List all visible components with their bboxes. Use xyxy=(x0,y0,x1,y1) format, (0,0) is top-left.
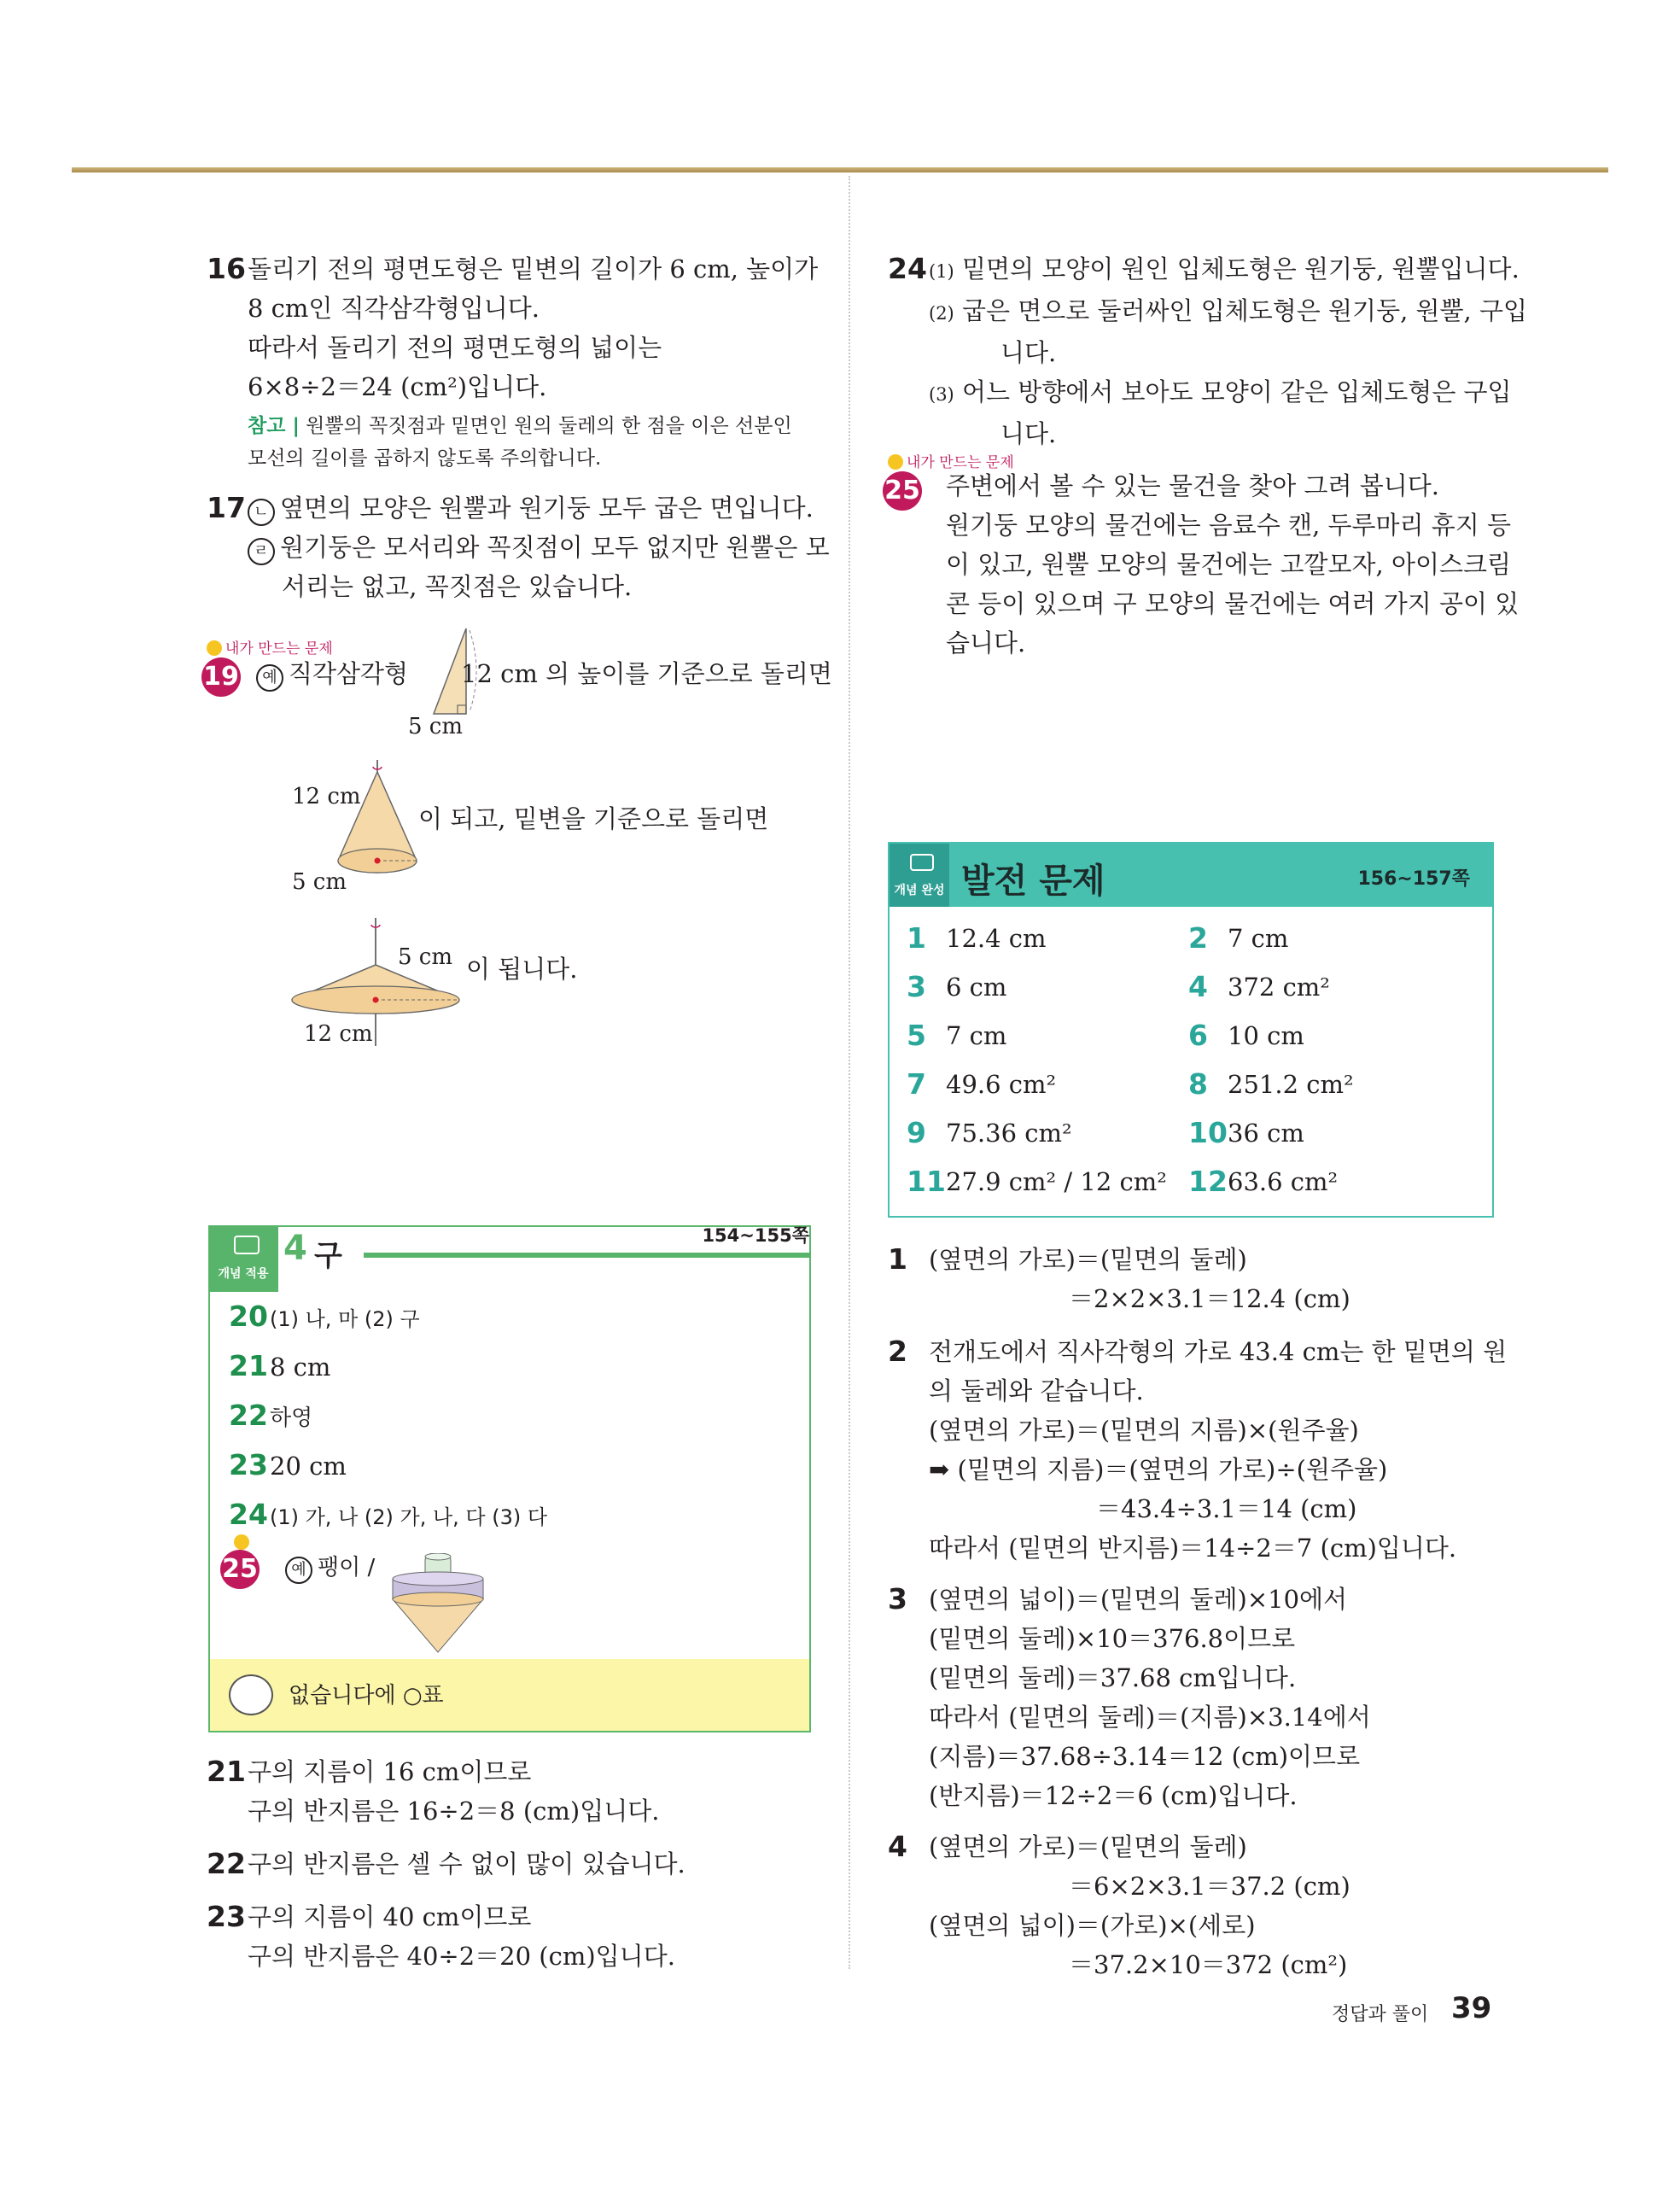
solution-23 xyxy=(207,1897,821,1976)
problem-25-number: 25 xyxy=(883,471,922,511)
smile-icon xyxy=(888,454,903,470)
answer-number: 3 xyxy=(907,970,926,1003)
problem-19-line1 xyxy=(256,654,408,693)
answer-text: 6 cm xyxy=(946,973,1007,1002)
answer-number: 24 xyxy=(229,1498,268,1531)
text-line: 구의 반지름은 40÷2＝20 (cm)입니다. xyxy=(248,1942,675,1971)
answer-text: 63.6 cm² xyxy=(1228,1167,1339,1196)
solution-22 xyxy=(207,1844,821,1884)
item-mark: (3) xyxy=(929,384,954,405)
text-line: ＝37.2×10＝372 (cm²) xyxy=(1069,1950,1348,1979)
header-rule xyxy=(364,1253,811,1258)
answer-text: 하영 xyxy=(270,1405,313,1431)
answer-number: 4 xyxy=(1188,970,1208,1003)
box-footer xyxy=(210,1659,809,1731)
answer-number: 22 xyxy=(229,1399,268,1432)
text-line: 니다. xyxy=(1000,419,1057,448)
triangle-base-label: 5 cm xyxy=(408,714,464,739)
text-line: 구의 지름이 16 cm이므로 xyxy=(248,1757,532,1786)
text-line: (옆면의 가로)＝(밑면의 둘레) xyxy=(929,1245,1247,1274)
text-line: 구의 반지름은 16÷2＝8 (cm)입니다. xyxy=(248,1797,660,1826)
text-line: (밑면의 둘레)×10＝376.8이므로 xyxy=(929,1624,1296,1653)
answer-text: (1) 나, 마 (2) 구 xyxy=(270,1307,420,1331)
text-line: (반지름)＝12÷2＝6 (cm)입니다. xyxy=(929,1781,1298,1810)
answer-number: 6 xyxy=(1188,1019,1208,1052)
text-line: 구의 반지름은 셀 수 없이 많이 있습니다. xyxy=(248,1849,685,1878)
reference-tag: 참고 | xyxy=(248,415,300,437)
answer-text: 49.6 cm² xyxy=(946,1070,1057,1099)
text-line: 직각삼각형 xyxy=(289,659,409,688)
problem-number: 1 xyxy=(888,1242,907,1276)
reference-text: 모선의 길이를 곱하지 않도록 주의합니다. xyxy=(248,447,602,470)
text-line: 따라서 (밑면의 반지름)＝14÷2＝7 (cm)입니다. xyxy=(929,1534,1457,1563)
text-line: 서리는 없고, 꼭짓점은 있습니다. xyxy=(282,572,633,601)
reference-text: 원뿔의 꼭짓점과 밑면인 원의 둘레의 한 점을 이은 선분인 xyxy=(306,415,792,437)
top-rule xyxy=(72,167,1608,172)
section-tag: 개념 완성 xyxy=(890,844,949,907)
advanced-problems-box xyxy=(888,842,1494,1218)
text-line: 옆면의 모양은 원뿔과 원기둥 모두 굽은 면입니다. xyxy=(280,494,814,523)
text-line: 원기둥 모양의 물건에는 음료수 캔, 두루마리 휴지 등 xyxy=(946,511,1512,540)
text-line: (옆면의 넓이)＝(밑면의 둘레)×10에서 xyxy=(929,1585,1348,1614)
text-line: ＝2×2×3.1＝12.4 (cm) xyxy=(1069,1284,1350,1313)
answer-text: 10 cm xyxy=(1228,1021,1304,1050)
smile-icon xyxy=(234,1534,253,1551)
answer-number: 5 xyxy=(907,1019,926,1052)
text-line: 어느 방향에서 보아도 모양이 같은 입체도형은 구입 xyxy=(961,377,1512,406)
text-line: 구의 지름이 40 cm이므로 xyxy=(248,1902,532,1931)
answer-number: 2 xyxy=(1188,921,1208,955)
footer-label: 정답과 풀이 xyxy=(1332,2004,1429,2025)
answer-number: 7 xyxy=(907,1067,926,1101)
item-mark: (2) xyxy=(929,303,954,324)
problem-number: 2 xyxy=(888,1335,907,1368)
answer-number: 8 xyxy=(1188,1067,1208,1101)
answer-number: 12 xyxy=(1188,1165,1228,1198)
answer-text: 20 cm xyxy=(270,1452,347,1481)
answer-number: 23 xyxy=(229,1448,268,1481)
problem-number: 4 xyxy=(888,1830,907,1863)
answer-text: 팽이 / xyxy=(318,1555,376,1580)
text-line: 밑면의 모양이 원인 입체도형은 원기둥, 원뿔입니다. xyxy=(961,254,1520,283)
problem-number: 21 xyxy=(207,1755,246,1788)
answer-text: 75.36 cm² xyxy=(946,1119,1072,1148)
problem-number: 22 xyxy=(207,1847,246,1880)
answer-number: 1 xyxy=(907,921,926,955)
text-line: 콘 등이 있으며 구 모양의 물건에는 여러 가지 공이 있 xyxy=(946,589,1520,618)
adv-solution-4 xyxy=(888,1827,1502,1984)
answer-text: 27.9 cm² / 12 cm² xyxy=(946,1167,1167,1196)
box-title: 발전 문제 xyxy=(961,862,1105,901)
answer-number: 10 xyxy=(1188,1116,1228,1149)
badge-label: 내가 만드는 문제 xyxy=(907,454,1014,471)
answer-25 xyxy=(285,1546,375,1587)
text-line: (지름)＝37.68÷3.14＝12 (cm)이므로 xyxy=(929,1742,1361,1771)
text-line: 따라서 돌리기 전의 평면도형의 넓이는 xyxy=(248,333,662,362)
text-line: (밑면의 둘레)＝37.68 cm입니다. xyxy=(929,1663,1297,1692)
box-header xyxy=(890,844,1492,907)
text-line: ＝43.4÷3.1＝14 (cm) xyxy=(1096,1494,1357,1523)
solution-25 xyxy=(946,466,1520,663)
text-line: 돌리기 전의 평면도형은 밑변의 길이가 6 cm, 높이가 xyxy=(248,254,819,283)
choice-mark: ㄴ xyxy=(248,499,275,526)
problem-19-line4: 이 됩니다. xyxy=(466,955,578,984)
text-line: ➡ (밑면의 지름)＝(옆면의 가로)÷(원주율) xyxy=(929,1455,1388,1484)
answer-number: 11 xyxy=(907,1165,946,1198)
column-divider xyxy=(849,176,850,1969)
solution-24 xyxy=(888,249,1528,453)
section-title: 구 xyxy=(314,1239,342,1273)
answer-text: (1) 가, 나 (2) 가, 나, 다 (3) 다 xyxy=(270,1505,548,1529)
answer-25-number: 25 xyxy=(220,1550,260,1589)
answer-number: 21 xyxy=(229,1349,268,1382)
text-line: 주변에서 볼 수 있는 물건을 찾아 그려 봅니다. xyxy=(946,471,1439,500)
answer-number: 20 xyxy=(229,1300,268,1333)
footer-text: 없습니다에 ○표 xyxy=(289,1683,444,1709)
page-number: 39 xyxy=(1451,1991,1492,2025)
problem-19-line2: 12 cm 의 높이를 기준으로 돌리면 xyxy=(461,659,832,688)
section-number: 4 xyxy=(283,1229,307,1268)
spinning-top-figure xyxy=(388,1553,490,1656)
text-line: ＝6×2×3.1＝37.2 (cm) xyxy=(1069,1872,1350,1901)
problem-number: 16 xyxy=(207,252,246,285)
answer-text: 8 cm xyxy=(270,1353,331,1382)
pencil-icon xyxy=(234,1236,260,1254)
example-mark: 예 xyxy=(256,664,283,692)
example-mark: 예 xyxy=(285,1557,312,1584)
page-range: 156~157쪽 xyxy=(1357,868,1470,890)
text-line: 전개도에서 직사각형의 가로 43.4 cm는 한 밑면의 원 xyxy=(929,1337,1508,1366)
text-line: (옆면의 가로)＝(밑면의 지름)×(원주율) xyxy=(929,1416,1359,1445)
problem-19-number: 19 xyxy=(201,657,241,697)
text-line: 니다. xyxy=(1000,338,1057,367)
cone-flat-radius-label: 12 cm xyxy=(304,1021,373,1047)
adv-solution-3 xyxy=(888,1580,1502,1815)
problem-number: 23 xyxy=(207,1900,246,1933)
answer-text: 7 cm xyxy=(946,1021,1007,1050)
smile-icon xyxy=(207,640,222,656)
item-mark: (1) xyxy=(929,261,954,282)
text-line: 굽은 면으로 둘러싸인 입체도형은 원기둥, 원뿔, 구입 xyxy=(961,296,1528,325)
problem-19-line3: 이 되고, 밑변을 기준으로 돌리면 xyxy=(418,804,769,833)
answer-text: 36 cm xyxy=(1228,1119,1304,1148)
problem-number: 24 xyxy=(888,252,927,285)
text-line: 습니다. xyxy=(946,628,1026,657)
adv-solution-1 xyxy=(888,1240,1502,1318)
cone-tall-figure xyxy=(333,760,427,884)
text-line: 6×8÷2＝24 (cm²)입니다. xyxy=(248,372,547,401)
text-line: 이 있고, 원뿔 모양의 물건에는 고깔모자, 아이스크림 xyxy=(946,550,1512,579)
text-line: 따라서 (밑면의 둘레)＝(지름)×3.14에서 xyxy=(929,1703,1371,1732)
pencil-icon xyxy=(910,854,934,871)
cone-radius-label: 5 cm xyxy=(292,869,347,895)
section-box-sphere xyxy=(208,1225,811,1732)
problem-number: 17 xyxy=(207,491,246,524)
cone-flat-height-label: 5 cm xyxy=(398,944,453,970)
text-line: 원기둥은 모서리와 꼭짓점이 모두 없지만 원뿔은 모 xyxy=(280,533,830,562)
cone-height-label: 12 cm xyxy=(292,784,361,809)
solution-21 xyxy=(207,1752,821,1831)
answer-text: 251.2 cm² xyxy=(1228,1070,1354,1099)
section-tag: 개념 적용 xyxy=(208,1225,278,1292)
answer-number: 9 xyxy=(907,1116,926,1149)
choice-mark: ㄹ xyxy=(248,538,275,565)
problem-number: 3 xyxy=(888,1582,907,1615)
solution-16 xyxy=(207,249,821,475)
page-range: 154~155쪽 xyxy=(702,1225,809,1246)
answer-text: 372 cm² xyxy=(1228,973,1330,1002)
badge-label: 내가 만드는 문제 xyxy=(225,640,333,657)
answer-text: 12.4 cm xyxy=(946,924,1047,953)
adv-solution-2 xyxy=(888,1332,1508,1568)
text-line: 8 cm인 직각삼각형입니다. xyxy=(248,294,540,323)
text-line: (옆면의 넓이)＝(가로)×(세로) xyxy=(929,1911,1256,1940)
solution-17 xyxy=(207,488,830,606)
text-line: 의 둘레와 같습니다. xyxy=(929,1376,1144,1405)
mascot-icon xyxy=(229,1674,273,1715)
text-line: (옆면의 가로)＝(밑면의 둘레) xyxy=(929,1832,1247,1861)
answer-text: 7 cm xyxy=(1228,924,1289,953)
